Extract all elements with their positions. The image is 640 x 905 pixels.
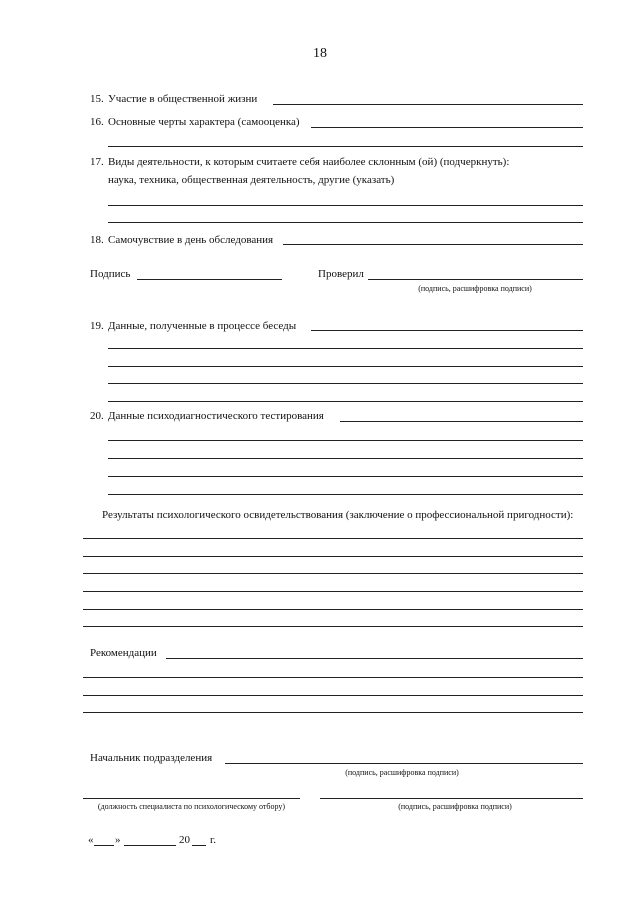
results-line-2[interactable] <box>83 556 583 557</box>
q17-options: наука, техника, общественная деятельность, другие (указать) <box>108 174 395 186</box>
results-line-6[interactable] <box>83 626 583 627</box>
q17-label: Виды деятельности, к которым считаете себя наиболее склонным (ой) (подчеркнуть): <box>108 156 510 168</box>
q19-answer-line[interactable] <box>311 330 583 331</box>
date-year-prefix: 20 <box>179 834 190 846</box>
q18-number: 18. <box>90 234 104 246</box>
q18-answer-line[interactable] <box>283 244 583 245</box>
q20-number: 20. <box>90 410 104 422</box>
specialist-position-caption: (должность специалиста по психологическому отбору) <box>97 802 286 811</box>
specialist-signature-caption: (подпись, расшифровка подписи) <box>398 802 512 811</box>
q15-label: Участие в общественной жизни <box>108 93 258 105</box>
results-line-4[interactable] <box>83 591 583 592</box>
date-close-quote: » <box>115 834 121 846</box>
q17-answer-line[interactable] <box>108 205 583 206</box>
results-line-3[interactable] <box>83 573 583 574</box>
head-signature-line[interactable] <box>225 763 583 764</box>
q19-answer-line-4[interactable] <box>108 383 583 384</box>
q15-number: 15. <box>90 93 104 105</box>
q20-answer-line-5[interactable] <box>108 494 583 495</box>
results-line-1[interactable] <box>83 538 583 539</box>
checked-by-caption: (подпись, расшифровка подписи) <box>418 284 532 293</box>
q20-answer-line-2[interactable] <box>108 440 583 441</box>
q19-answer-line-2[interactable] <box>108 348 583 349</box>
q16-number: 16. <box>90 116 104 128</box>
date-open-quote: « <box>88 834 94 846</box>
q16-label: Основные черты характера (самооценка) <box>108 116 300 128</box>
q19-answer-line-5[interactable] <box>108 401 583 402</box>
head-signature-caption: (подпись, расшифровка подписи) <box>345 768 459 777</box>
q19-answer-line-3[interactable] <box>108 366 583 367</box>
specialist-position-line[interactable] <box>83 798 300 799</box>
date-year-suffix: г. <box>210 834 217 846</box>
date-day-line[interactable] <box>94 845 114 846</box>
q17-answer-line-2[interactable] <box>108 222 583 223</box>
recommendations-line-1[interactable] <box>166 658 583 659</box>
checked-by-line[interactable] <box>368 279 583 280</box>
results-label: Результаты психологического освидетельствования (заключение о профессиональной пригодности): <box>102 509 574 521</box>
q16-answer-line-2[interactable] <box>108 146 583 147</box>
recommendations-label: Рекомендации <box>90 647 157 659</box>
q19-number: 19. <box>90 320 104 332</box>
q20-answer-line[interactable] <box>340 421 583 422</box>
q20-label: Данные психодиагностического тестирования <box>108 410 324 422</box>
recommendations-line-3[interactable] <box>83 695 583 696</box>
date-year-line[interactable] <box>192 845 206 846</box>
recommendations-line-4[interactable] <box>83 712 583 713</box>
checked-by-label: Проверил <box>318 268 364 280</box>
recommendations-line-2[interactable] <box>83 677 583 678</box>
date-month-line[interactable] <box>124 845 176 846</box>
q16-answer-line[interactable] <box>311 127 583 128</box>
q15-answer-line[interactable] <box>273 104 583 105</box>
page-number: 18 <box>313 46 327 61</box>
signature-label: Подпись <box>90 268 131 280</box>
results-line-5[interactable] <box>83 609 583 610</box>
signature-line[interactable] <box>137 279 282 280</box>
q17-number: 17. <box>90 156 104 168</box>
q19-label: Данные, полученные в процессе беседы <box>108 320 297 332</box>
q20-answer-line-4[interactable] <box>108 476 583 477</box>
q20-answer-line-3[interactable] <box>108 458 583 459</box>
head-label: Начальник подразделения <box>90 752 213 764</box>
specialist-signature-line[interactable] <box>320 798 583 799</box>
q18-label: Самочувствие в день обследования <box>108 234 274 246</box>
